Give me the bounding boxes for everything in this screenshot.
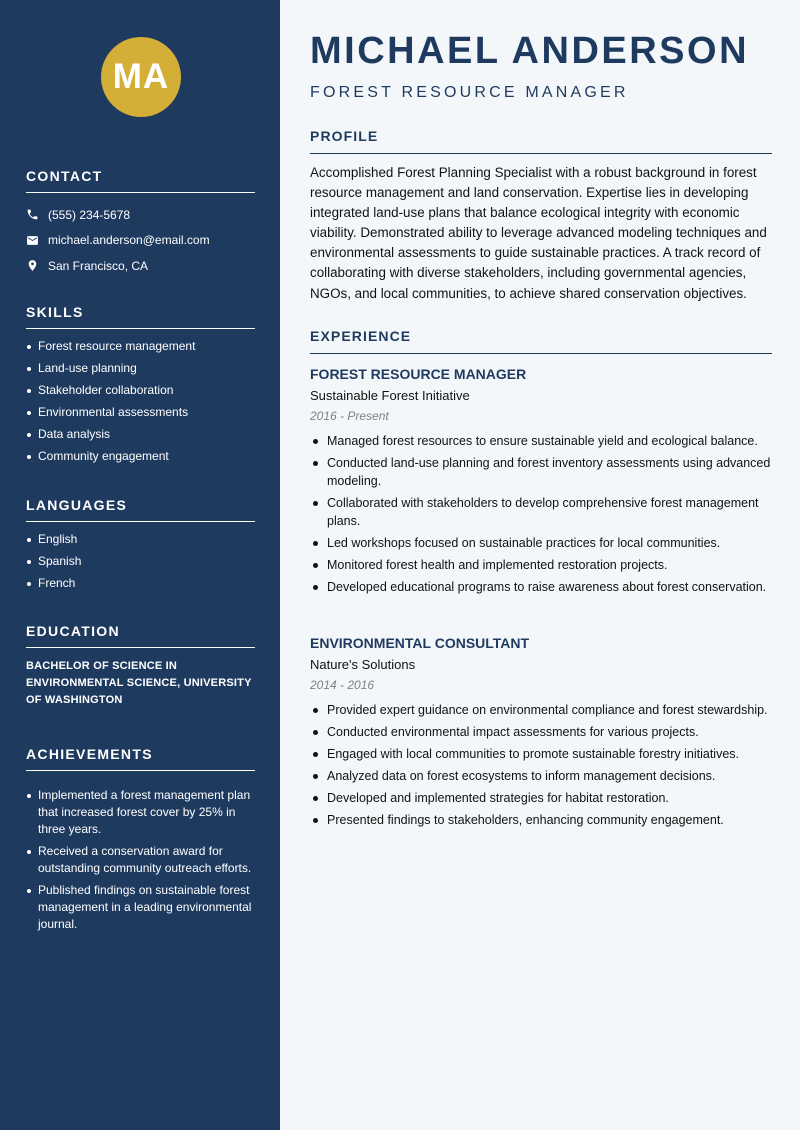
profile-heading: PROFILE	[310, 128, 772, 154]
job-bullet: Led workshops focused on sustainable practices for local communities.	[310, 534, 772, 552]
job-bullet: Managed forest resources to ensure sustainable yield and ecological balance.	[310, 432, 772, 450]
skills-heading: SKILLS	[26, 304, 255, 329]
languages-list	[26, 531, 255, 592]
skills-list	[26, 338, 255, 465]
language-item: French	[26, 575, 255, 592]
education-section	[26, 623, 255, 709]
phone-text: (555) 234-5678	[48, 207, 131, 222]
avatar: MA	[101, 37, 181, 117]
education-heading: EDUCATION	[26, 623, 255, 648]
sidebar	[0, 0, 280, 1130]
achievements-heading: ACHIEVEMENTS	[26, 746, 255, 771]
contact-section	[26, 168, 255, 279]
email-icon	[26, 234, 39, 247]
skill-item: Land-use planning	[26, 360, 255, 377]
job-bullets	[310, 701, 772, 829]
experience-entry	[310, 635, 772, 833]
candidate-name: MICHAEL ANDERSON	[310, 30, 750, 72]
achievement-item: Implemented a forest management plan that increased forest cover by 25% in three years.	[26, 787, 255, 838]
phone-icon	[26, 208, 39, 221]
experience-heading: EXPERIENCE	[310, 328, 772, 354]
language-item: Spanish	[26, 553, 255, 570]
languages-section	[26, 497, 255, 597]
skill-item: Forest resource management	[26, 338, 255, 355]
languages-heading: LANGUAGES	[26, 497, 255, 522]
education-degree: BACHELOR OF SCIENCE IN ENVIRONMENTAL SCIENCE, UNIVERSITY OF WASHINGTON	[26, 660, 252, 706]
location-pin-icon	[26, 259, 39, 272]
experience-entry	[310, 366, 772, 600]
job-bullet: Provided expert guidance on environmental compliance and forest stewardship.	[310, 701, 772, 719]
skill-item: Community engagement	[26, 448, 255, 465]
job-title: FOREST RESOURCE MANAGER	[310, 366, 527, 382]
job-bullet: Conducted land-use planning and forest inventory assessments using advanced modeling.	[310, 454, 772, 490]
job-dates: 2016 - Present	[310, 409, 389, 423]
skills-section	[26, 304, 255, 470]
skill-item: Stakeholder collaboration	[26, 382, 255, 399]
contact-email	[26, 228, 255, 254]
job-bullet: Monitored forest health and implemented restoration projects.	[310, 556, 772, 574]
job-company: Sustainable Forest Initiative	[310, 388, 470, 403]
job-bullet: Analyzed data on forest ecosystems to inform management decisions.	[310, 767, 772, 785]
location-text: San Francisco, CA	[48, 258, 149, 273]
achievement-item: Published findings on sustainable forest management in a leading environmental journal.	[26, 882, 255, 933]
achievements-list	[26, 787, 255, 933]
job-title: ENVIRONMENTAL CONSULTANT	[310, 635, 530, 651]
job-dates: 2014 - 2016	[310, 678, 375, 692]
skill-item: Environmental assessments	[26, 404, 255, 421]
contact-phone	[26, 202, 255, 228]
job-bullet: Engaged with local communities to promote sustainable forestry initiatives.	[310, 745, 772, 763]
job-bullet: Presented findings to stakeholders, enhancing community engagement.	[310, 811, 772, 829]
email-text: michael.anderson@email.com	[48, 233, 210, 248]
language-item: English	[26, 531, 255, 548]
job-bullet: Developed educational programs to raise awareness about forest conservation.	[310, 578, 772, 596]
job-bullet: Developed and implemented strategies for habitat restoration.	[310, 789, 772, 807]
job-bullet: Conducted environmental impact assessments for various projects.	[310, 723, 772, 741]
skill-item: Data analysis	[26, 426, 255, 443]
job-company: Nature's Solutions	[310, 657, 416, 672]
contact-location	[26, 253, 255, 279]
contact-heading: CONTACT	[26, 168, 255, 193]
job-bullet: Collaborated with stakeholders to develop comprehensive forest management plans.	[310, 494, 772, 530]
job-bullets	[310, 432, 772, 596]
profile-text: Accomplished Forest Planning Specialist with a robust background in forest resource management and land conservation. Expertise lies in developing integrated land-use plans that balance ecological integrity with economic viability. Demonstrated ability to leverage advanced modeling techniques and environmental assessments to guide sustainable practices. A track record of collaborating with diverse stakeholders, including governmental agencies, NGOs, and local communities, to achieve shared conservation objectives.	[310, 165, 767, 301]
achievements-section	[26, 746, 255, 938]
achievement-item: Received a conservation award for outstanding community outreach efforts.	[26, 843, 255, 877]
candidate-title: FOREST RESOURCE MANAGER	[310, 84, 629, 101]
